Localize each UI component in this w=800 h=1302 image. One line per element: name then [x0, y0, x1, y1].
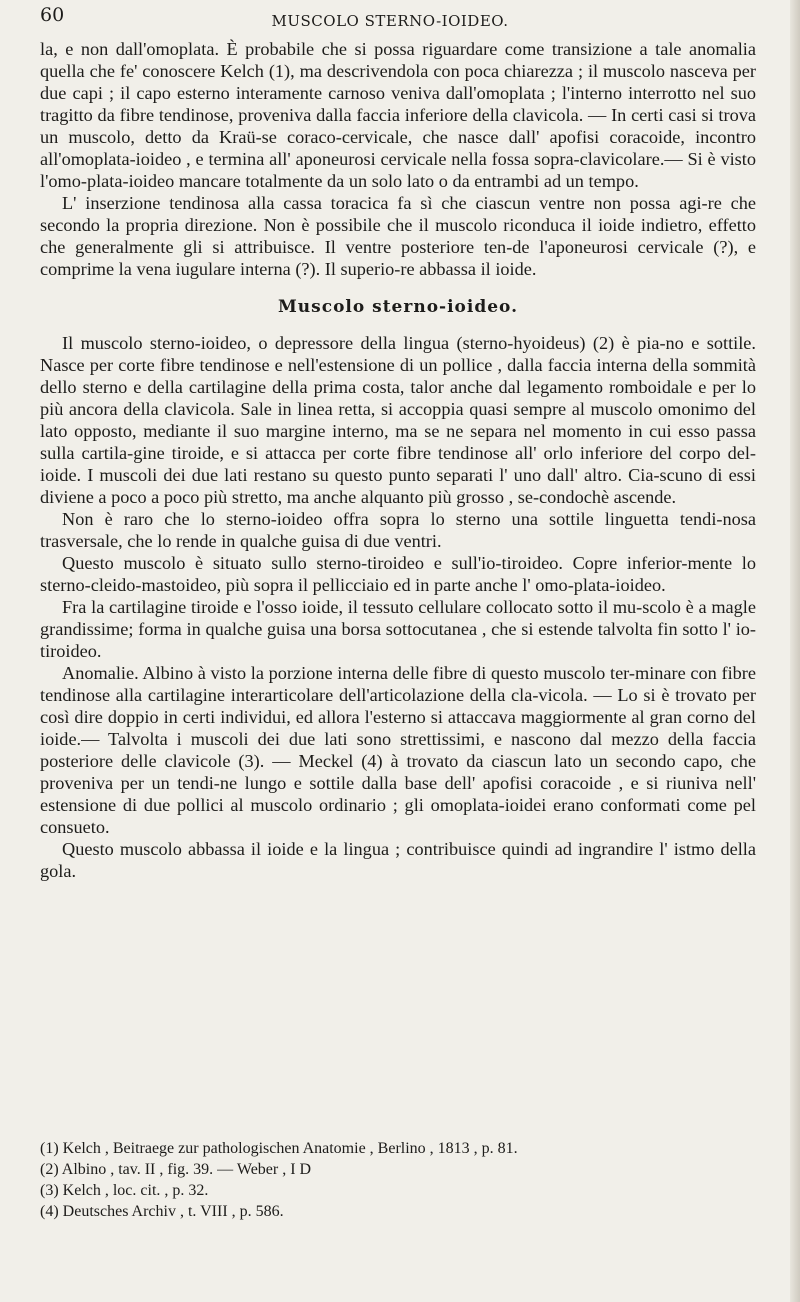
paragraph-7: Anomalie. Albino à visto la porzione interna delle fibre di questo muscolo ter-minare con fibre tendinose alla cartilagine interarticolare dell'articolazione della cla-vicola. — Lo si è trovato per così dire doppio in certi individui, ed allora l'esterno si attaccava maggiormente al gran corno del ioide.— Talvolta i muscoli dei due lati sono strettissimi, e nascono dal mezzo della faccia posteriore delle clavicole (3). — Meckel (4) à trovato da ciascun lato un secondo capo, che proveniva per un tendi-ne lungo e sottile dalla base dell' apofisi coracoide , e si riuniva nell' estensione di due pollici al muscolo ordinario ; gli omoplata-ioidei erano conformati come pel consueto. — [40, 663, 756, 837]
section-title: Muscolo sterno-ioideo. — [277, 297, 519, 317]
paragraph-5: Questo muscolo è situato sullo sterno-tiroideo e sull'io-tiroideo. Copre inferior-mente lo sterno-cleido-mastoideo, più sopra il pellicciaio ed in parte anche l' omo-plata-ioideo. — [40, 553, 756, 595]
paragraph-2: L' inserzione tendinosa alla cassa toracica fa sì che ciascun ventre non possa agi-re che secondo la propria direzione. Non è possibile che il muscolo riconduca il ioide indietro, effetto che generalmente gli si attribuisce. Il ventre posteriore ten-de l'aponeurosi cervicale (?), e comprime la vena iugulare interna (?). Il superio-re abbassa il ioide. — [40, 193, 756, 279]
paragraph-4: Non è raro che lo sterno-ioideo offra sopra lo sterno una sottile linguetta tendi-nosa trasversale, che lo rende in qualche guisa di due ventri. — [40, 509, 756, 551]
footnote-3: (3) Kelch , loc. cit. , p. 32. — [40, 1182, 209, 1199]
paragraph-3: Il muscolo sterno-ioideo, o depressore della lingua (sterno-hyoideus) (2) è pia-no e sottile. Nasce per corte fibre tendinose e nell'estensione di un pollice , dalla faccia interna della sommità dello sterno e della cartilagine della prima costa, talor anche dal legamento romboidale e per lo più ancora della clavicola. Sale in linea retta, si accoppia quasi sempre al muscolo omonimo del lato opposto, mediante il suo margine interno, ma se ne separa nel momento in cui esso passa sulla cartila-gine tiroide, e si attacca per corte fibre tendinose all' orlo inferiore del corpo del-ioide. I muscoli dei due lati restano su questo punto separati l' uno dall' altro. Cia-scuno di essi diviene a poco a poco più stretto, ma anche alquanto più grosso , se-condochè ascende. — [40, 333, 756, 507]
page-number: 60 — [40, 4, 65, 26]
footnote-4: (4) Deutsches Archiv , t. VIII , p. 586. — [40, 1203, 284, 1220]
page-header — [40, 2, 740, 32]
page-edge — [790, 0, 800, 1302]
paragraph-1: la, e non dall'omoplata. È probabile che si possa riguardare come transizione a tale anomalia quella che fe' conoscere Kelch (1), ma descrivendola con poca chiarezza ; il muscolo nasceva per due capi ; il capo esterno interamente carnoso veniva dall'omoplata ; l'interno interrotto nel suo tragitto da fibre tendinose, proveniva dalla faccia inferiore della clavicola. — In certi casi si trova un muscolo, detto da Kraü-se coraco-cervicale, che nasce dall' apofisi coracoide, incontro all'omoplata-ioideo , e termina all' aponeurosi cervicale nella fossa sopra-clavicolare.— Si è visto l'omo-plata-ioideo mancare totalmente da un solo lato o da entrambi ad un tempo. — [40, 39, 756, 191]
footnote-1: (1) Kelch , Beitraege zur pathologischen Anatomie , Berlino , 1813 , p. 81. — [40, 1140, 518, 1157]
body-text — [40, 38, 756, 882]
paragraph-8: Questo muscolo abbassa il ioide e la lingua ; contribuisce quindi ad ingrandire l' istmo della gola. — [40, 839, 756, 881]
footnotes — [40, 1138, 756, 1222]
running-title: MUSCOLO STERNO-IOIDEO. — [271, 12, 509, 30]
paragraph-6: Fra la cartilagine tiroide e l'osso ioide, il tessuto cellulare collocato sotto il mu-scolo è a magle grandissime; forma in qualche guisa una borsa sottocutanea , che si estende talvolta fin sotto l' io-tiroideo. — [40, 597, 756, 661]
footnote-2: (2) Albino , tav. II , fig. 39. — Weber , I D — [40, 1161, 312, 1178]
